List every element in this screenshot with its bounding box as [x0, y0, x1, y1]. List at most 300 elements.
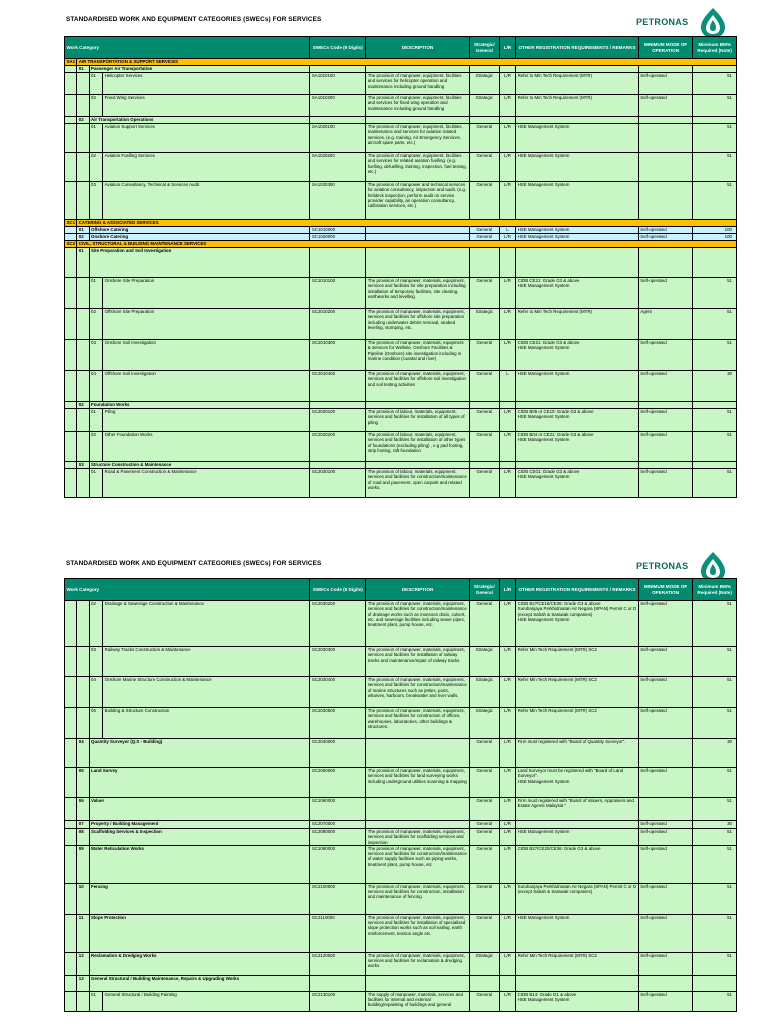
item-name: Railway Tracks Construction & Maintenance — [103, 647, 310, 677]
bm-percent: 51 — [693, 768, 737, 798]
header-description: DESCRIPTION — [366, 579, 470, 601]
item-name: Offshore Soil Investigation — [103, 371, 310, 402]
empty-cell — [516, 117, 639, 124]
group-number: 11 — [77, 914, 89, 952]
header-lr: L/R — [499, 579, 515, 601]
empty-cell — [499, 248, 515, 278]
bm-percent: 30 — [693, 821, 737, 829]
sector-row — [65, 241, 737, 248]
strategic-general: General — [469, 234, 499, 241]
group-title: Site Preparation and Soil Investigation — [89, 248, 310, 278]
indent-cell — [65, 340, 77, 371]
item-name: Aviation Support Services — [103, 124, 310, 153]
swec-code: SC2030500 — [310, 708, 366, 739]
item-number: 02 — [89, 309, 103, 340]
other-requirements: HSE Management System — [516, 371, 639, 402]
description: The provision of manpower, materials, equipment, services and facilities for installation of railway tracks and maintenance/repair of railway tracks — [366, 647, 470, 677]
item-row — [65, 409, 737, 432]
item-number: 04 — [89, 677, 103, 708]
other-requirements: HSE Management System — [516, 124, 639, 153]
group-row — [65, 462, 737, 469]
item-number: 02 — [89, 432, 103, 462]
mode-of-operation: Self-operated — [638, 677, 693, 708]
other-requirements: Land Surveyor must be registered with "Board of Land Surveyor". HSE Management System — [516, 768, 639, 798]
indent-cell — [77, 432, 89, 462]
mode-of-operation: Agent — [638, 309, 693, 340]
swec-code — [310, 975, 366, 991]
other-requirements: HSE Management System — [516, 227, 639, 234]
strategic-general: General — [469, 153, 499, 182]
group-title: Quantity Surveyor (Q.S - Building) — [89, 739, 310, 768]
item-row — [65, 991, 737, 1011]
lr-cell: L/R — [499, 677, 515, 708]
swec-code: SC2110000 — [310, 914, 366, 952]
item-name: Helicopter Services — [103, 73, 310, 95]
lr-cell: L/R — [499, 708, 515, 739]
sub-category-row — [65, 845, 737, 883]
bm-percent: 51 — [693, 409, 737, 432]
empty-cell — [499, 66, 515, 73]
group-number: 01 — [77, 248, 89, 278]
item-number: 04 — [89, 371, 103, 402]
description: The provision of manpower, materials, equipment & services for Wellsite, Onshore Facilities & Pipeline (Onshore) site investigation including in marine condition (coastal and river) — [366, 340, 470, 371]
empty-cell — [638, 66, 693, 73]
lr-cell: L/R — [499, 469, 515, 498]
swec-code: SC2100000 — [310, 883, 366, 914]
strategic-general: Strategic — [469, 952, 499, 975]
bm-percent: 51 — [693, 914, 737, 952]
empty-cell — [693, 402, 737, 409]
empty-cell — [310, 248, 366, 278]
lr-cell: L/R — [499, 309, 515, 340]
item-name: Onshore Soil Investigation — [103, 340, 310, 371]
header-mode: MINIMUM MODE OF OPERATION — [638, 37, 693, 59]
lr-cell: L/R — [499, 124, 515, 153]
indent-cell — [65, 234, 77, 241]
item-row — [65, 371, 737, 402]
empty-cell — [310, 462, 366, 469]
swec-code: SC2030200 — [310, 601, 366, 647]
swec-code: SC2130100 — [310, 991, 366, 1011]
other-requirements: CIDB CE21: Grade G3 & above HSE Management System — [516, 340, 639, 371]
lr-cell: L/R — [499, 182, 515, 220]
item-row — [65, 182, 737, 220]
indent-cell — [65, 601, 77, 647]
other-requirements: Refer to Min Tech Requirement (MTR) — [516, 73, 639, 95]
strategic-general: General — [469, 845, 499, 883]
mode-of-operation — [638, 975, 693, 991]
sub-category-row — [65, 952, 737, 975]
bm-percent: 51 — [693, 601, 737, 647]
header-lr: L/R — [499, 37, 515, 59]
group-row — [65, 66, 737, 73]
sub-category-row — [65, 975, 737, 991]
lr-cell: L — [499, 227, 515, 234]
document-title: STANDARDISED WORK AND EQUIPMENT CATEGORIES (SWECs) FOR SERVICES — [66, 16, 322, 23]
item-name: Aviation Consultancy, Technical & Services Audit — [103, 182, 310, 220]
indent-cell — [77, 153, 89, 182]
bm-percent: 51 — [693, 845, 737, 883]
item-number: 03 — [89, 182, 103, 220]
indent-cell — [77, 340, 89, 371]
mode-of-operation: Self-operated — [638, 708, 693, 739]
swec-code: SC2040000 — [310, 739, 366, 768]
mode-of-operation: Self-operated — [638, 991, 693, 1011]
description: The provision of manpower, materials, equipment, services and facilities for installation of specialised slope protection works such as soil nailing, earth reinforcement, tension angle etc. — [366, 914, 470, 952]
empty-cell — [638, 248, 693, 278]
strategic-general: Strategic — [469, 677, 499, 708]
other-requirements: HSE Management System — [516, 829, 639, 846]
bm-percent: 100 — [693, 234, 737, 241]
sub-category-row — [65, 739, 737, 768]
item-row — [65, 677, 737, 708]
empty-cell — [499, 462, 515, 469]
description: The provision of manpower, materials, equipment, services and facilities for offshore site preparation including underwater debris removal, seabed leveling, stomping, etc. — [366, 309, 470, 340]
empty-cell — [516, 66, 639, 73]
group-row — [65, 402, 737, 409]
swec-code: SC2090000 — [310, 845, 366, 883]
mode-of-operation: Self-operated — [638, 914, 693, 952]
group-title: Property / Building Management — [89, 821, 310, 829]
item-number: 02 — [89, 601, 103, 647]
swec-code: SC2010200 — [310, 309, 366, 340]
description: The provision of manpower, equipment, facilities and services for fixed wing operation and maintenance including ground handling — [366, 95, 470, 117]
group-number: 12 — [77, 952, 89, 975]
bm-percent: 51 — [693, 952, 737, 975]
indent-cell — [65, 739, 77, 768]
item-number: 02 — [89, 153, 103, 182]
empty-cell — [366, 402, 470, 409]
other-requirements: Firm must registered with "Board of Valuers, Appraisers and Estate Agents Malaysia " — [516, 798, 639, 821]
indent-cell — [77, 601, 89, 647]
bm-percent: 51 — [693, 708, 737, 739]
swec-code: SC2030300 — [310, 647, 366, 677]
indent-cell — [65, 278, 77, 309]
other-requirements: Refer Min Tech Requirement (MTR) SC2 — [516, 677, 639, 708]
lr-cell: L/R — [499, 914, 515, 952]
bm-percent: 51 — [693, 432, 737, 462]
description: The provision of manpower and technical services for aviation consultancy, inspection and audit. (e.g. helideck inspection, perform audit on service provider capability, air operation consultancy, calibration services, etc.) — [366, 182, 470, 220]
other-requirements: Refer to Min Tech Requirement (MTR) — [516, 309, 639, 340]
mode-of-operation: Self-operated — [638, 845, 693, 883]
lr-cell: L/R — [499, 340, 515, 371]
swec-code: SA1010100 — [310, 73, 366, 95]
lr-cell: L/R — [499, 409, 515, 432]
group-number: 03 — [77, 462, 89, 469]
other-requirements: HSE Management System — [516, 234, 639, 241]
strategic-general: Strategic — [469, 73, 499, 95]
item-name: Aviation Fuelling Services — [103, 153, 310, 182]
swec-code: SC2060000 — [310, 798, 366, 821]
description: The provision of manpower, materials, equipment, services and facilities for scaffolding services and inspection — [366, 829, 470, 846]
swec-code: SC2070000 — [310, 821, 366, 829]
header-work-category: Work Category — [65, 579, 310, 601]
catering-row — [65, 234, 737, 241]
item-name: Onshore Marine Structure Construction & Maintenance — [103, 677, 310, 708]
item-row — [65, 124, 737, 153]
other-requirements: HSE Management System — [516, 182, 639, 220]
group-number: 02 — [77, 117, 89, 124]
indent-cell — [65, 952, 77, 975]
item-row — [65, 153, 737, 182]
lr-cell: L/R — [499, 153, 515, 182]
swec-code: SC2010400 — [310, 371, 366, 402]
indent-cell — [65, 95, 77, 117]
bm-percent: 51 — [693, 95, 737, 117]
sector-row — [65, 220, 737, 227]
strategic-general: General — [469, 432, 499, 462]
other-requirements — [516, 821, 639, 829]
indent-cell — [77, 309, 89, 340]
header-bm: Minimum BM% Required (Note) — [693, 579, 737, 601]
empty-cell — [499, 117, 515, 124]
group-title: Reclamation & Dredging Works — [89, 952, 310, 975]
sub-category-row — [65, 829, 737, 846]
other-requirements: CIDB B14: Grade G1 & above HSE Management System — [516, 991, 639, 1011]
other-requirements: CIDB B04 or CE21: Grade G3 & above HSE Management System — [516, 432, 639, 462]
header-strategic: Strategic/ General — [469, 579, 499, 601]
other-requirements: Refer Min Tech Requirement (MTR) SC2 — [516, 952, 639, 975]
header-work-category: Work Category — [65, 37, 310, 59]
item-name: Other Foundation Works — [103, 432, 310, 462]
lr-cell: L/R — [499, 952, 515, 975]
strategic-general: General — [469, 409, 499, 432]
group-number: 02 — [77, 402, 89, 409]
swec-code: SC1020000 — [310, 234, 366, 241]
lr-cell: L/R — [499, 432, 515, 462]
group-number: 01 — [77, 66, 89, 73]
mode-of-operation: Self-operated — [638, 768, 693, 798]
lr-cell: L/R — [499, 829, 515, 846]
item-number: 01 — [89, 991, 103, 1011]
group-title: Fencing — [89, 883, 310, 914]
description — [366, 739, 470, 768]
lr-cell: L/R — [499, 991, 515, 1011]
item-row — [65, 278, 737, 309]
strategic-general: General — [469, 768, 499, 798]
indent-cell — [65, 469, 77, 498]
mode-of-operation: Self-operated — [638, 73, 693, 95]
sub-category-row — [65, 914, 737, 952]
mode-of-operation: Self-operated — [638, 883, 693, 914]
other-requirements — [516, 975, 639, 991]
indent-cell — [65, 409, 77, 432]
item-number: 01 — [89, 469, 103, 498]
item-name: Fixed Wing Services — [103, 95, 310, 117]
swec-code: SC2030100 — [310, 469, 366, 498]
indent-cell — [65, 73, 77, 95]
sub-category-row — [65, 768, 737, 798]
mode-of-operation: Self-operated — [638, 278, 693, 309]
header-other: OTHER REGISTRATION REQUIREMENTS / REMARKS — [516, 579, 639, 601]
indent-cell — [65, 798, 77, 821]
group-number: 01 — [77, 227, 89, 234]
bm-percent: 51 — [693, 647, 737, 677]
petronas-logo — [636, 6, 732, 40]
description: The provision of manpower, equipment, facilities and services for related aviation fuelling. (e.g. fuelling, defuelling, training, inspection, fuel testing, etc.) — [366, 153, 470, 182]
indent-cell — [65, 914, 77, 952]
group-title: General Structural / Building Maintenance, Repairs & Upgrading Works — [89, 975, 310, 991]
swec-code: SC2020100 — [310, 409, 366, 432]
description: The provision of manpower, materials, equipment, services and facilities for offshore soil investigation and soil testing activities — [366, 371, 470, 402]
item-number: 05 — [89, 708, 103, 739]
swec-table-page-2 — [64, 578, 737, 1012]
item-row — [65, 708, 737, 739]
other-requirements: HSE Management System — [516, 914, 639, 952]
lr-cell: L/R — [499, 845, 515, 883]
indent-cell — [77, 124, 89, 153]
bm-percent: 100 — [693, 227, 737, 234]
indent-cell — [65, 647, 77, 677]
empty-cell — [638, 117, 693, 124]
mode-of-operation: Self-operated — [638, 829, 693, 846]
description — [366, 234, 470, 241]
group-row — [65, 248, 737, 278]
strategic-general: Strategic — [469, 309, 499, 340]
group-number: 05 — [77, 768, 89, 798]
strategic-general: General — [469, 469, 499, 498]
swec-code: SC2120000 — [310, 952, 366, 975]
description — [366, 798, 470, 821]
header-strategic: Strategic/ General — [469, 37, 499, 59]
indent-cell — [65, 371, 77, 402]
strategic-general: General — [469, 821, 499, 829]
sector-title: CATERING & ASSOCIATED SERVICES — [77, 220, 737, 227]
indent-cell — [65, 402, 77, 409]
group-title: Valuer — [89, 798, 310, 821]
empty-cell — [469, 462, 499, 469]
indent-cell — [65, 845, 77, 883]
item-row — [65, 601, 737, 647]
swec-code: SA1020200 — [310, 153, 366, 182]
description: The provision of manpower, materials, equipment, services and facilities for reclamation & dredging works — [366, 952, 470, 975]
bm-percent: 51 — [693, 677, 737, 708]
strategic-general: General — [469, 124, 499, 153]
empty-cell — [366, 117, 470, 124]
item-row — [65, 469, 737, 498]
bm-percent: 51 — [693, 340, 737, 371]
lr-cell: L/R — [499, 278, 515, 309]
strategic-general: General — [469, 340, 499, 371]
indent-cell — [77, 182, 89, 220]
group-title: Passenger Air Transportation — [89, 66, 310, 73]
indent-cell — [77, 677, 89, 708]
indent-cell — [65, 991, 77, 1011]
indent-cell — [65, 124, 77, 153]
empty-cell — [469, 66, 499, 73]
strategic-general: Strategic — [469, 95, 499, 117]
group-title: Structure Construction & Maintenance — [89, 462, 310, 469]
mode-of-operation — [638, 739, 693, 768]
indent-cell — [65, 66, 77, 73]
other-requirements: Refer Min Tech Requirement (MTR) SC2 — [516, 647, 639, 677]
brand-name-2: PETRONAS — [636, 561, 689, 571]
empty-cell — [310, 117, 366, 124]
indent-cell — [65, 432, 77, 462]
empty-cell — [516, 248, 639, 278]
mode-of-operation: Self-operated — [638, 234, 693, 241]
group-number: 07 — [77, 821, 89, 829]
item-number: 01 — [89, 409, 103, 432]
swec-code: SA1020100 — [310, 124, 366, 153]
mode-of-operation: Self-operated — [638, 432, 693, 462]
sector-title: AIR TRANSPORTATION & SUPPORT SERVICES — [77, 59, 737, 66]
indent-cell — [65, 309, 77, 340]
empty-cell — [693, 248, 737, 278]
mode-of-operation: Self-operated — [638, 340, 693, 371]
description: The provision of labour, materials, equipment, services and facilities for installation of all types of piling — [366, 409, 470, 432]
item-name: Offshore Site Preparation — [103, 309, 310, 340]
indent-cell — [77, 991, 89, 1011]
description — [366, 821, 470, 829]
petronas-logo-icon — [696, 6, 730, 40]
strategic-general: General — [469, 914, 499, 952]
group-title: Scaffolding Services & Inspection — [89, 829, 310, 846]
other-requirements: CIDB CE01: Grade G3 & above HSE Management System — [516, 469, 639, 498]
item-name: Onshore Site Preparation — [103, 278, 310, 309]
empty-cell — [469, 402, 499, 409]
header-swec-code: SWECs Code (9 Digits) — [310, 37, 366, 59]
item-row — [65, 73, 737, 95]
other-requirements: Refer to Min Tech Requirement (MTR) — [516, 95, 639, 117]
indent-cell — [77, 647, 89, 677]
indent-cell — [77, 469, 89, 498]
indent-cell — [65, 883, 77, 914]
bm-percent: 51 — [693, 883, 737, 914]
other-requirements: Suruhanjaya Perkhidmatan Air Negara (SPAN) Permit C or D (except Sabah & Sarawak companies) — [516, 883, 639, 914]
indent-cell — [77, 278, 89, 309]
strategic-general: General — [469, 991, 499, 1011]
indent-cell — [77, 409, 89, 432]
bm-percent: 51 — [693, 182, 737, 220]
item-row — [65, 95, 737, 117]
empty-cell — [638, 402, 693, 409]
page-2 — [0, 548, 768, 1024]
description: The provision of manpower, materials, equipment, services and facilities for land surveying works including underground utilities scanning & mapping — [366, 768, 470, 798]
lr-cell: L/R — [499, 739, 515, 768]
other-requirements: CIDB CE21: Grade G3 & above HSE Management System — [516, 278, 639, 309]
strategic-general: General — [469, 798, 499, 821]
header-other: OTHER REGISTRATION REQUIREMENTS / REMARKS — [516, 37, 639, 59]
header-mode: MINIMUM MODE OF OPERATION — [638, 579, 693, 601]
empty-cell — [516, 402, 639, 409]
group-title: Water Reticulation Works — [89, 845, 310, 883]
swec-code: SA1020300 — [310, 182, 366, 220]
group-title: Foundation Works — [89, 402, 310, 409]
bm-percent: 51 — [693, 469, 737, 498]
bm-percent: 51 — [693, 124, 737, 153]
item-name: General Structural / Building Painting — [103, 991, 310, 1011]
mode-of-operation: Self-operated — [638, 647, 693, 677]
swec-code: SC2020200 — [310, 432, 366, 462]
mode-of-operation: Self-operated — [638, 952, 693, 975]
bm-percent: 51 — [693, 829, 737, 846]
empty-cell — [516, 462, 639, 469]
item-name: Building & Structure Construction — [103, 708, 310, 739]
item-name: Road & Pavement Construction & Maintenance — [103, 469, 310, 498]
description: The provision of manpower, materials, equipment, services and facilities for construction, installation and maintenance of fencing — [366, 883, 470, 914]
other-requirements: CIDB B05 or CE10: Grade G3 & above HSE Management System — [516, 409, 639, 432]
group-row — [65, 117, 737, 124]
sub-category-row — [65, 821, 737, 829]
sector-code: SC2 — [66, 241, 76, 246]
item-row — [65, 309, 737, 340]
swec-code: SC1010000 — [310, 227, 366, 234]
sub-category-row — [65, 883, 737, 914]
lr-cell: L — [499, 371, 515, 402]
strategic-general: General — [469, 371, 499, 402]
other-requirements: CIDB B27/CE20/CE36: Grade G3 & above — [516, 845, 639, 883]
